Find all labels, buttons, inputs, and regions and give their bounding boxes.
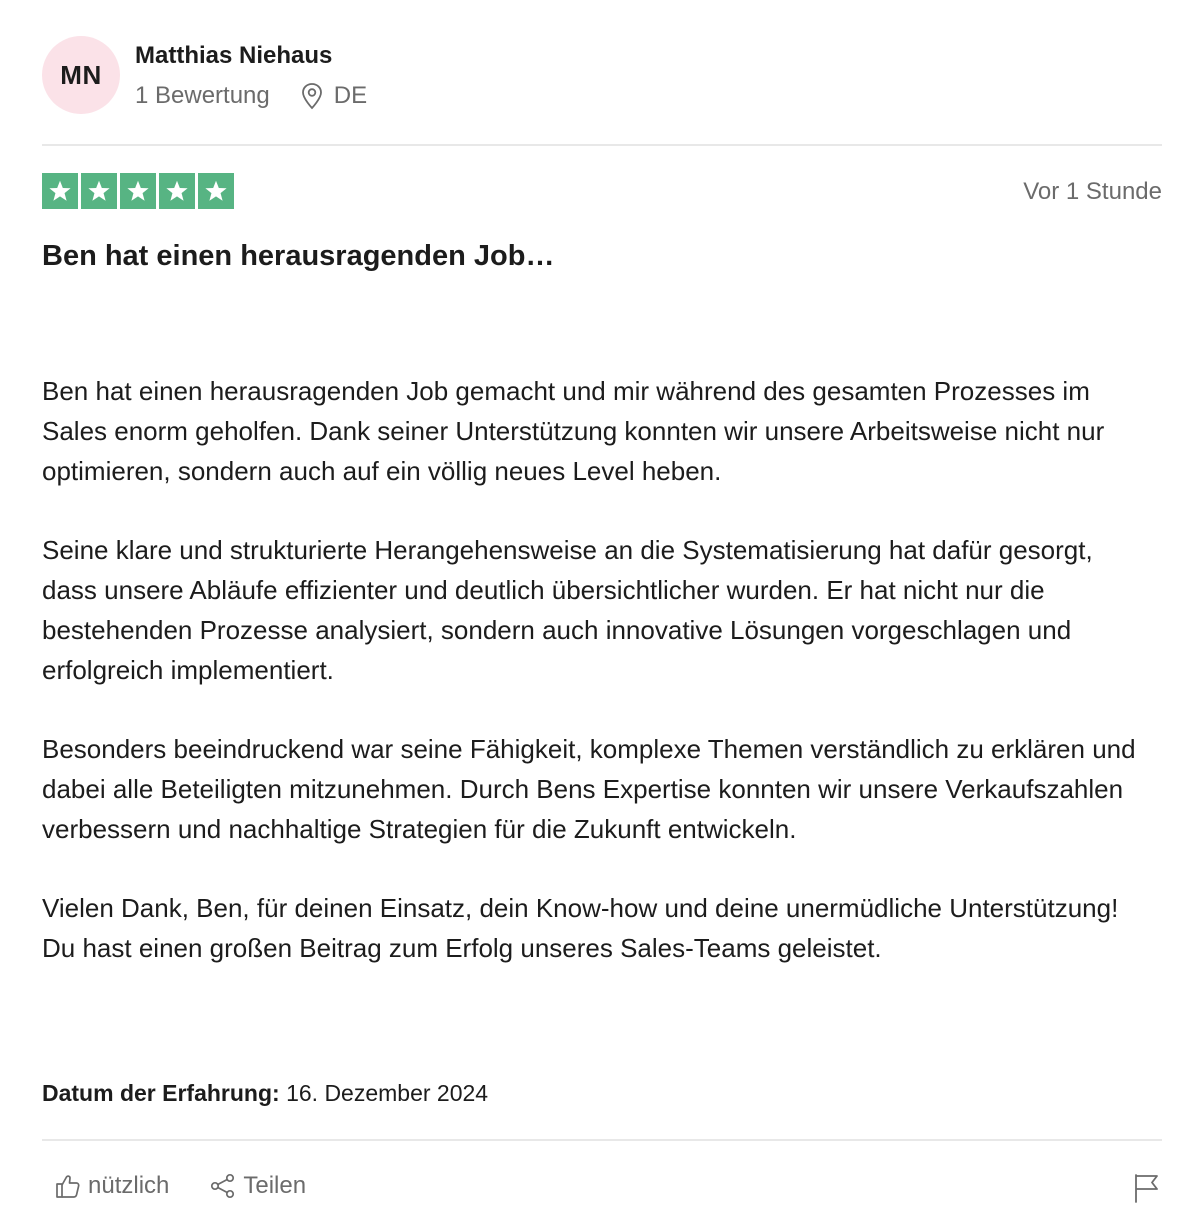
review-paragraph: Besonders beeindruckend war seine Fähigkeit, komplexe Themen verständlich zu erklären und dabei alle Beteiligten mitzunehmen. Durch Bens Expertise konnten wir unsere Verkaufszahlen verbessern und nachhaltige Strategien für die Zukunft entwickeln. — [42, 734, 1136, 844]
star-icon — [120, 173, 156, 209]
star-icon — [159, 173, 195, 209]
thumbs-up-icon — [54, 1172, 82, 1200]
avatar[interactable] — [42, 36, 120, 114]
share-label: Teilen — [243, 1172, 307, 1199]
review-body — [42, 371, 1152, 1007]
reviewer-header — [42, 36, 1162, 116]
useful-button[interactable] — [54, 1172, 169, 1200]
review-card — [42, 0, 1162, 1232]
footer-divider — [42, 1139, 1162, 1141]
reviewer-location — [300, 82, 367, 110]
share-button[interactable] — [209, 1172, 306, 1200]
review-actions — [54, 1172, 346, 1200]
review-paragraph: Ben hat einen herausragenden Job gemacht und mir während des gesamten Prozesses im Sales enorm geholfen. Dank seiner Unterstützung konnten wir unsere Arbeitsweise nicht nur optimieren, sondern auch auf ein völlig neues Level heben. — [42, 376, 1105, 486]
header-divider — [42, 144, 1162, 146]
review-paragraph: Vielen Dank, Ben, für deinen Einsatz, dein Know-how und deine unermüdliche Unterstützung! Du hast einen großen Beitrag zum Erfolg unseres Sales-Teams geleistet. — [42, 893, 1119, 963]
share-icon — [209, 1172, 237, 1200]
country-code: DE — [333, 82, 368, 109]
experience-date-value: 16. Dezember 2024 — [286, 1080, 489, 1106]
review-count: 1 Bewertung — [135, 82, 270, 109]
useful-label: nützlich — [88, 1172, 170, 1199]
experience-date-label: Datum der Erfahrung: — [42, 1080, 280, 1106]
avatar-initials: MN — [60, 59, 102, 90]
experience-date — [42, 1080, 488, 1107]
report-button[interactable] — [1132, 1172, 1162, 1204]
reviewer-meta — [135, 82, 367, 110]
review-title[interactable]: Ben hat einen herausragenden Job… — [42, 240, 555, 272]
star-icon — [81, 173, 117, 209]
star-rating — [42, 173, 234, 209]
star-icon — [42, 173, 78, 209]
location-pin-icon — [300, 82, 324, 110]
star-icon — [198, 173, 234, 209]
flag-icon — [1132, 1172, 1162, 1204]
review-timestamp: Vor 1 Stunde — [1023, 178, 1162, 205]
reviewer-name[interactable]: Matthias Niehaus — [135, 42, 333, 69]
review-paragraph: Seine klare und strukturierte Herangehensweise an die Systematisierung hat dafür gesorgt, dass unsere Abläufe effizienter und deutlich übersichtlicher wurden. Er hat nicht nur die bestehenden Prozesse analysiert, sondern auch innovative Lösungen vorgeschlagen und erfolgreich implementiert. — [42, 535, 1093, 685]
